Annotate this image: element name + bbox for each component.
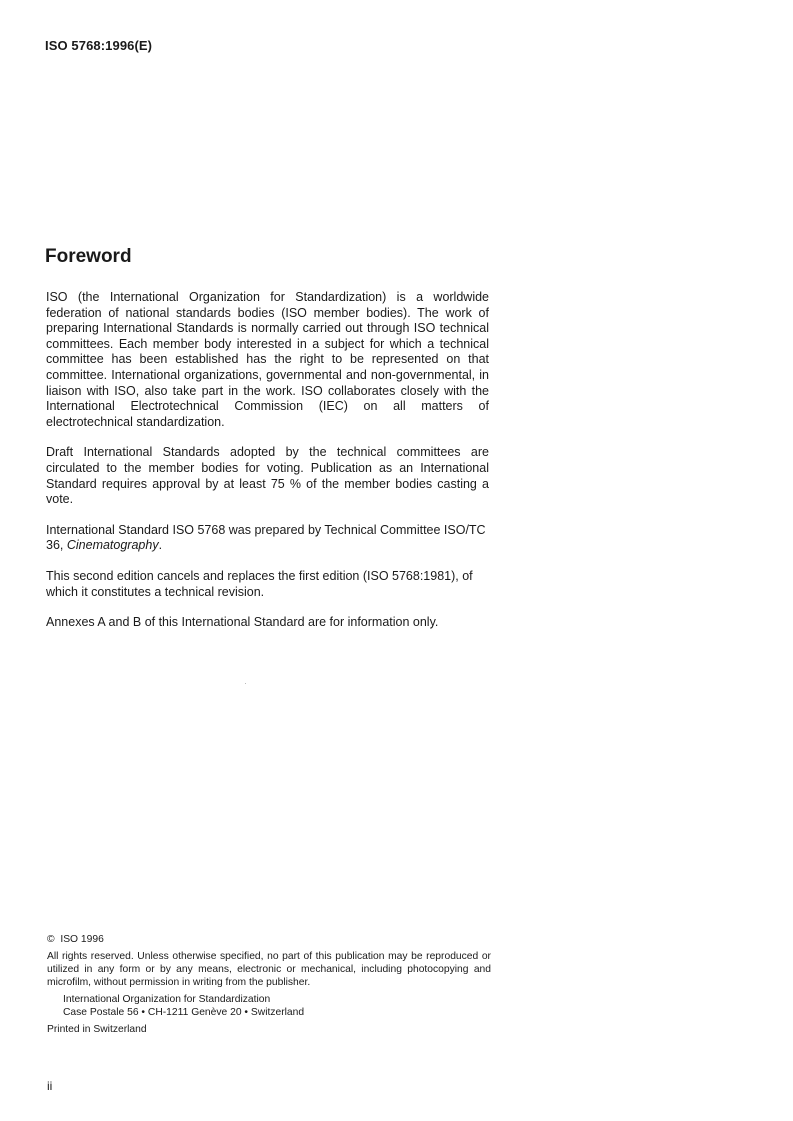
prepared-by-text: International Standard ISO 5768 was prepared by Technical Committee ISO/TC 36,	[46, 522, 486, 553]
foreword-body	[46, 290, 489, 646]
paragraph-edition: This second edition cancels and replaces the first edition (ISO 5768:1981), of which it constitutes a technical revision.	[46, 568, 473, 599]
publisher-name: International Organization for Standardization	[63, 994, 271, 1005]
page-number: ii	[47, 1079, 53, 1093]
copyright-line	[47, 933, 491, 946]
publisher-postal: Case Postale 56 • CH-1211 Genève 20 • Switzerland	[63, 1007, 305, 1018]
rights-statement: All rights reserved. Unless otherwise specified, no part of this publication may be reproduced or utilized in any form or by any means, electronic or mechanical, including photocopying and microfilm, without permission in writing from the publisher.	[47, 951, 491, 988]
prepared-by-subject: Cinematography	[66, 538, 159, 553]
copyright-year: ISO 1996	[60, 934, 104, 945]
paragraph-prepared-by	[46, 523, 489, 554]
foreword-heading: Foreword	[45, 246, 132, 267]
printed-in: Printed in Switzerland	[47, 1024, 147, 1035]
document-identifier: ISO 5768:1996(E)	[45, 38, 153, 53]
publisher-address	[63, 993, 491, 1019]
scan-speck	[245, 683, 246, 684]
paragraph-iso-intro: ISO (the International Organization for Standardization) is a worldwide federation of national standards bodies (ISO member bodies). The work of preparing International Standards is normally carried out through ISO technical committees. Each member body interested in a subject for which a technical committee has been established has the right to be represented on that committee. International organizations, governmental and non-governmental, in liaison with ISO, also take part in the work. ISO collaborates closely with the International Electrotechnical Commission (IEC) on all matters of electrotechnical standardization.	[46, 290, 489, 429]
paragraph-draft-standards: Draft International Standards adopted by the technical committees are circulated to the member bodies for voting. Publication as an International Standard requires approval by at least 75 % of the member bodies casting a vote.	[46, 445, 489, 507]
paragraph-annexes: Annexes A and B of this International Standard are for information only.	[46, 615, 439, 630]
copyright-icon: ©	[47, 934, 55, 945]
copyright-block	[47, 933, 491, 1036]
prepared-by-suffix: .	[158, 538, 163, 553]
